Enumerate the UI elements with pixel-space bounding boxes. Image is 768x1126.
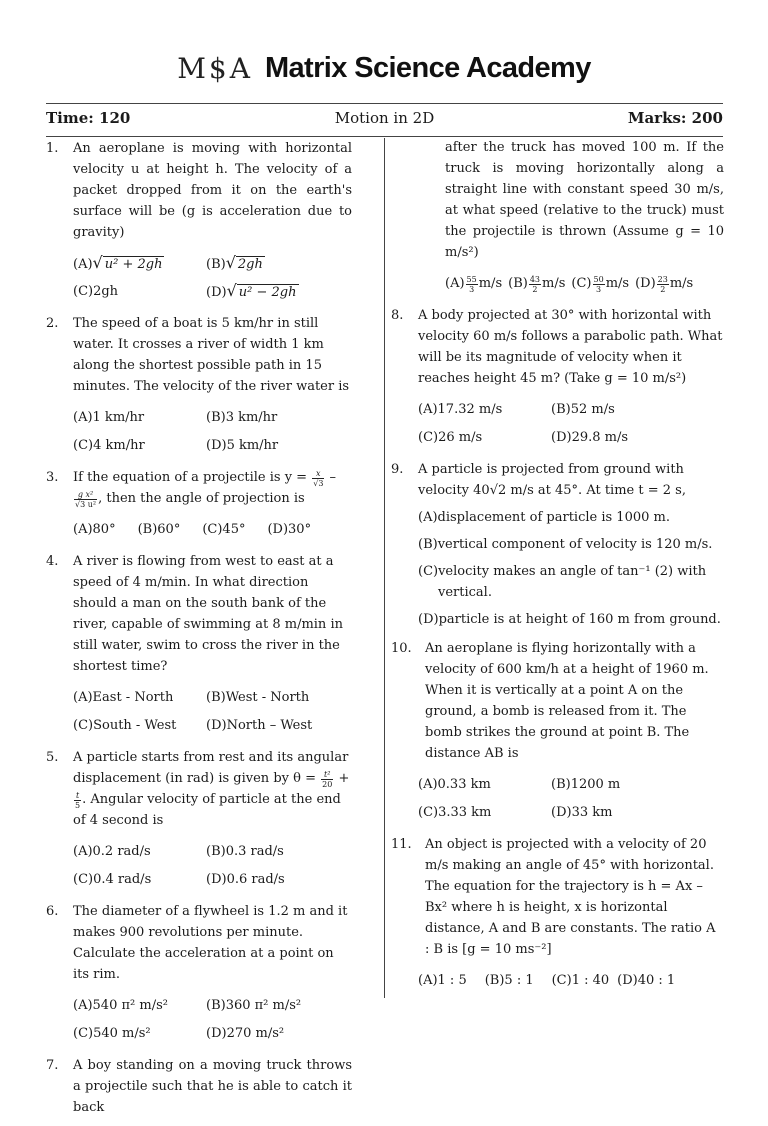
question-text: A particle starts from rest and its angular displacement (in rad) is given by θ = $\frac{\text{t²}}{20}$ + $\frac{t}{5}$ . Angular velocity of particle at the end of 4 second is	[73, 750, 350, 828]
option-b: (B)0.3 rad/s	[206, 843, 284, 859]
question-3	[46, 467, 352, 543]
question-number: 2.	[46, 316, 59, 331]
academy-name: Matrix Science Academy	[264, 51, 591, 84]
question-number: 8.	[391, 308, 404, 323]
option-a: (A)√ u² + 2gh	[73, 252, 206, 275]
question-7	[46, 1055, 352, 1118]
question-9	[391, 459, 724, 630]
question-6	[46, 901, 352, 1047]
question-8	[391, 305, 724, 451]
options	[46, 683, 352, 739]
question-text-part-2: after the truck has moved 100 m. If the truck is moving horizontally along a straight line with constant speed 30 m/s, at what speed (relative to the truck) must the projectile is thrown (Assume g = 10 m/s²)	[445, 140, 724, 260]
sqrt-expression: √ u² + 2gh	[92, 252, 163, 272]
options	[391, 966, 724, 994]
option-d: (D)33 km	[551, 804, 613, 820]
fraction: $\frac{\text{t²}}{20}$	[322, 770, 333, 789]
options	[391, 395, 724, 451]
sqrt-expression: √ 2gh	[225, 252, 263, 272]
question-text: A particle is projected from ground with velocity 40√2 m/s at 45°. At time t = 2 s,	[418, 462, 686, 498]
option-b: (B)West - North	[206, 689, 310, 705]
option-b: (B)60°	[137, 521, 181, 537]
options	[46, 515, 352, 543]
question-1	[46, 138, 352, 305]
option-b: (B)√ 2gh	[206, 252, 339, 275]
option-c: (C)4 km/hr	[73, 437, 145, 453]
top-divider	[46, 103, 723, 104]
right-column	[391, 137, 724, 1002]
question-text: The diameter of a flywheel is 1.2 m and it makes 900 revolutions per minute. Calculate the acceleration at a point on its rim.	[73, 904, 348, 982]
exam-subject: Motion in 2D	[334, 109, 435, 127]
question-text: An object is projected with a velocity of 20 m/s making an angle of 45° with horizontal. The equation for the trajectory is h = Ax – Bx² where h is height, x is horizontal distance, A and B are constants. The ratio A : B is [g = 10 ms⁻²]	[425, 837, 716, 957]
question-text: A river is flowing from west to east at a speed of 4 m/min. In what direction should a man on the south bank of the river, capable of swimming at 8 m/min in still water, swim to cross the river in the shortest time?	[73, 554, 343, 674]
option-d: (D)0.6 rad/s	[206, 871, 285, 887]
option-b: (B)360 π² m/s²	[206, 997, 302, 1013]
option-a: (A)1 : 5	[418, 972, 467, 988]
options	[46, 991, 352, 1047]
option-d: (D)5 km/hr	[206, 437, 279, 453]
question-text: An aeroplane is moving with horizontal velocity u at height h. The velocity of a packet dropped from it on the earth's surface will be (g is acceleration due to gravity)	[73, 141, 352, 240]
question-5	[46, 747, 352, 893]
exam-time: Time: 120	[46, 109, 131, 127]
fraction: $\frac{\text{g x²}}{\text{√3 u²}}$	[75, 490, 97, 509]
option-d: (D)40 : 1	[617, 972, 676, 988]
question-number: 4.	[46, 554, 59, 569]
option-b: (B)52 m/s	[551, 401, 615, 417]
option-c: (C)1 : 40	[551, 972, 610, 988]
option-b: (B)vertical component of velocity is 120 m/s.	[418, 537, 713, 552]
option-c: (C)540 m/s²	[73, 1025, 151, 1041]
fraction: $\frac{x}{√3}$	[313, 469, 324, 488]
options	[46, 403, 352, 459]
option-a: (A) $\frac{55}{3}$ m/s	[445, 274, 503, 294]
question-number: 6.	[46, 904, 59, 919]
option-d: (D)North – West	[206, 717, 313, 733]
option-a: (A)0.33 km	[418, 776, 491, 792]
question-text: A body projected at 30° with horizontal with velocity 60 m/s follows a parabolic path. What will be its magnitude of velocity when it reaches height 45 m? (Take g = 10 m/s²)	[418, 308, 723, 386]
question-4	[46, 551, 352, 739]
option-a: (A)17.32 m/s	[418, 401, 503, 417]
question-text-part-1: A boy standing on a moving truck throws a projectile such that he is able to catch it back	[73, 1058, 352, 1115]
option-d: (D)√ u² − 2gh	[206, 280, 339, 303]
options	[46, 837, 352, 893]
question-text: If the equation of a projectile is y = $\frac{x}{√3}$ – $\frac{\text{g x²}}{\text{√3 u²}}$ , then the angle of projection is	[73, 469, 337, 509]
option-b: (B)1200 m	[551, 776, 621, 792]
sqrt-expression: √ u² − 2gh	[226, 280, 297, 300]
column-divider	[384, 138, 385, 998]
question-number: 10.	[391, 641, 412, 656]
option-c: (C)26 m/s	[418, 429, 483, 445]
option-a: (A)East - North	[73, 689, 174, 705]
option-d: (D)30°	[267, 521, 312, 537]
option-c: (C)2gh	[73, 283, 119, 299]
left-column	[46, 138, 352, 1126]
options	[391, 770, 724, 826]
page-header	[0, 44, 768, 92]
option-c: (C)3.33 km	[418, 804, 492, 820]
fraction: $\frac{t}{5}$	[75, 791, 81, 810]
option-d: (D)270 m/s²	[206, 1025, 285, 1041]
academy-logo: M$A	[177, 51, 253, 85]
question-number: 7.	[46, 1058, 59, 1073]
question-number: 5.	[46, 750, 59, 765]
question-2	[46, 313, 352, 459]
option-c: (C)45°	[202, 521, 246, 537]
question-7-continued	[418, 137, 724, 297]
option-a: (A)1 km/hr	[73, 409, 145, 425]
options	[46, 249, 352, 305]
option-c: (C) $\frac{50}{3}$ m/s	[571, 274, 630, 294]
option-b: (B)3 km/hr	[206, 409, 278, 425]
options	[418, 269, 724, 297]
question-number: 1.	[46, 141, 59, 156]
question-text: The speed of a boat is 5 km/hr in still water. It crosses a river of width 1 km along the shortest possible path in 15 minutes. The velocity of the river water is	[73, 316, 350, 394]
exam-marks: Marks: 200	[627, 109, 723, 127]
option-a: (A)80°	[73, 521, 116, 537]
question-number: 9.	[391, 462, 404, 477]
option-a: (A)540 π² m/s²	[73, 997, 168, 1013]
exam-info-bar	[46, 109, 723, 133]
options	[391, 507, 724, 630]
option-c: (C)velocity makes an angle of tan⁻¹ (2) with vertical.	[418, 564, 707, 600]
option-d: (D) $\frac{23}{2}$ m/s	[635, 274, 694, 294]
option-b: (B)5 : 1	[484, 972, 534, 988]
option-d: (D)particle is at height of 160 m from ground.	[418, 612, 721, 627]
question-number: 3.	[46, 470, 59, 485]
option-b: (B) $\frac{43}{2}$ m/s	[508, 274, 566, 294]
option-d: (D)29.8 m/s	[551, 429, 629, 445]
option-c: (C)South - West	[73, 717, 177, 733]
option-c: (C)0.4 rad/s	[73, 871, 152, 887]
option-a: (A)displacement of particle is 1000 m.	[418, 510, 670, 525]
question-11	[391, 834, 724, 994]
option-a: (A)0.2 rad/s	[73, 843, 151, 859]
question-text: An aeroplane is flying horizontally with a velocity of 600 km/h at a height of 1960 m. When it is vertically at a point A on the ground, a bomb is released from it. The bomb strikes the ground at point B. The distance AB is	[425, 641, 709, 761]
question-10	[391, 638, 724, 826]
question-number: 11.	[391, 837, 412, 852]
